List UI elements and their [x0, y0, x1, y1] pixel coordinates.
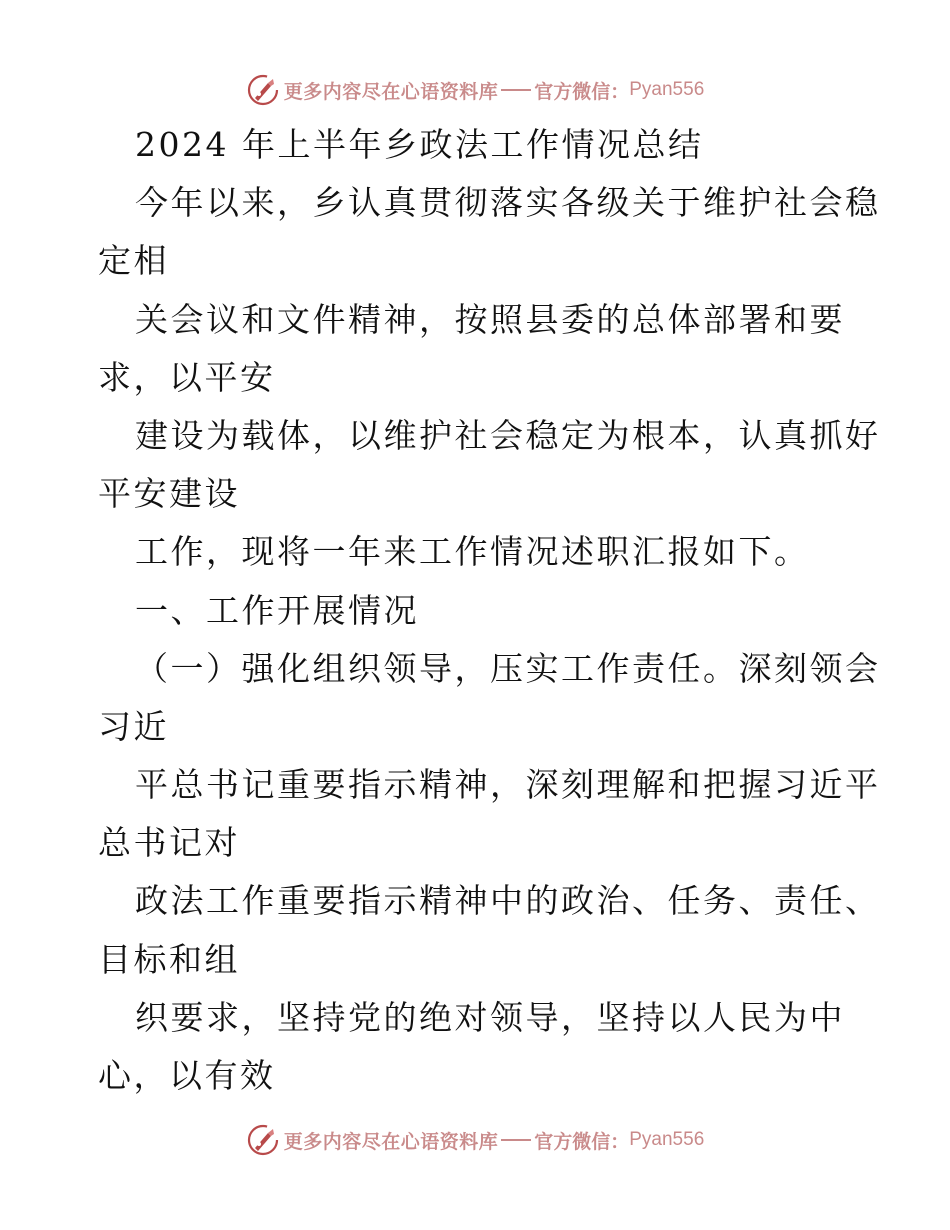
text-line: （一）强化组织领导，压实工作责任。深刻领会 [135, 648, 881, 688]
banner-dash [501, 89, 531, 91]
text-line: 工作，现将一年来工作情况述职汇报如下。 [135, 532, 810, 572]
pen-logo-icon [246, 1123, 280, 1157]
text-line: 织要求，坚持党的绝对领导，坚持以人民为中 [135, 997, 845, 1037]
text-line: 今年以来，乡认真贯彻落实各级关于维护社会稳 [135, 183, 881, 223]
wechat-id: Pyan556 [629, 1129, 705, 1150]
banner-text: 更多内容尽在心语资料库 [283, 1130, 499, 1153]
footer-banner [0, 1120, 950, 1160]
text-line: 总书记对 [98, 823, 240, 863]
text-line: 求，以平安 [98, 357, 276, 397]
text-line: 建设为载体，以维护社会稳定为根本，认真抓好 [135, 415, 881, 455]
text-line: 关会议和文件精神，按照县委的总体部署和要 [135, 299, 845, 339]
text-line: 目标和组 [98, 939, 240, 979]
wechat-id: Pyan556 [629, 79, 705, 100]
banner-text: 更多内容尽在心语资料库 [283, 80, 499, 103]
document-body [98, 116, 881, 1105]
text-line: 平安建设 [98, 474, 240, 514]
wechat-label: 官方微信： [534, 80, 630, 103]
text-line: 平总书记重要指示精神，深刻理解和把握习近平 [135, 765, 881, 805]
text-line: 习近 [98, 706, 169, 746]
banner-dash [501, 1139, 531, 1141]
text-line: 政法工作重要指示精神中的政治、任务、责任、 [135, 881, 881, 921]
section-heading: 一、工作开展情况 [135, 590, 419, 630]
document-title: 2024 年上半年乡政法工作情况总结 [135, 125, 704, 164]
wechat-label: 官方微信： [534, 1130, 630, 1153]
text-line: 心，以有效 [98, 1056, 276, 1095]
text-line: 定相 [98, 241, 169, 281]
header-banner [0, 70, 950, 110]
pen-logo-icon [246, 73, 280, 107]
